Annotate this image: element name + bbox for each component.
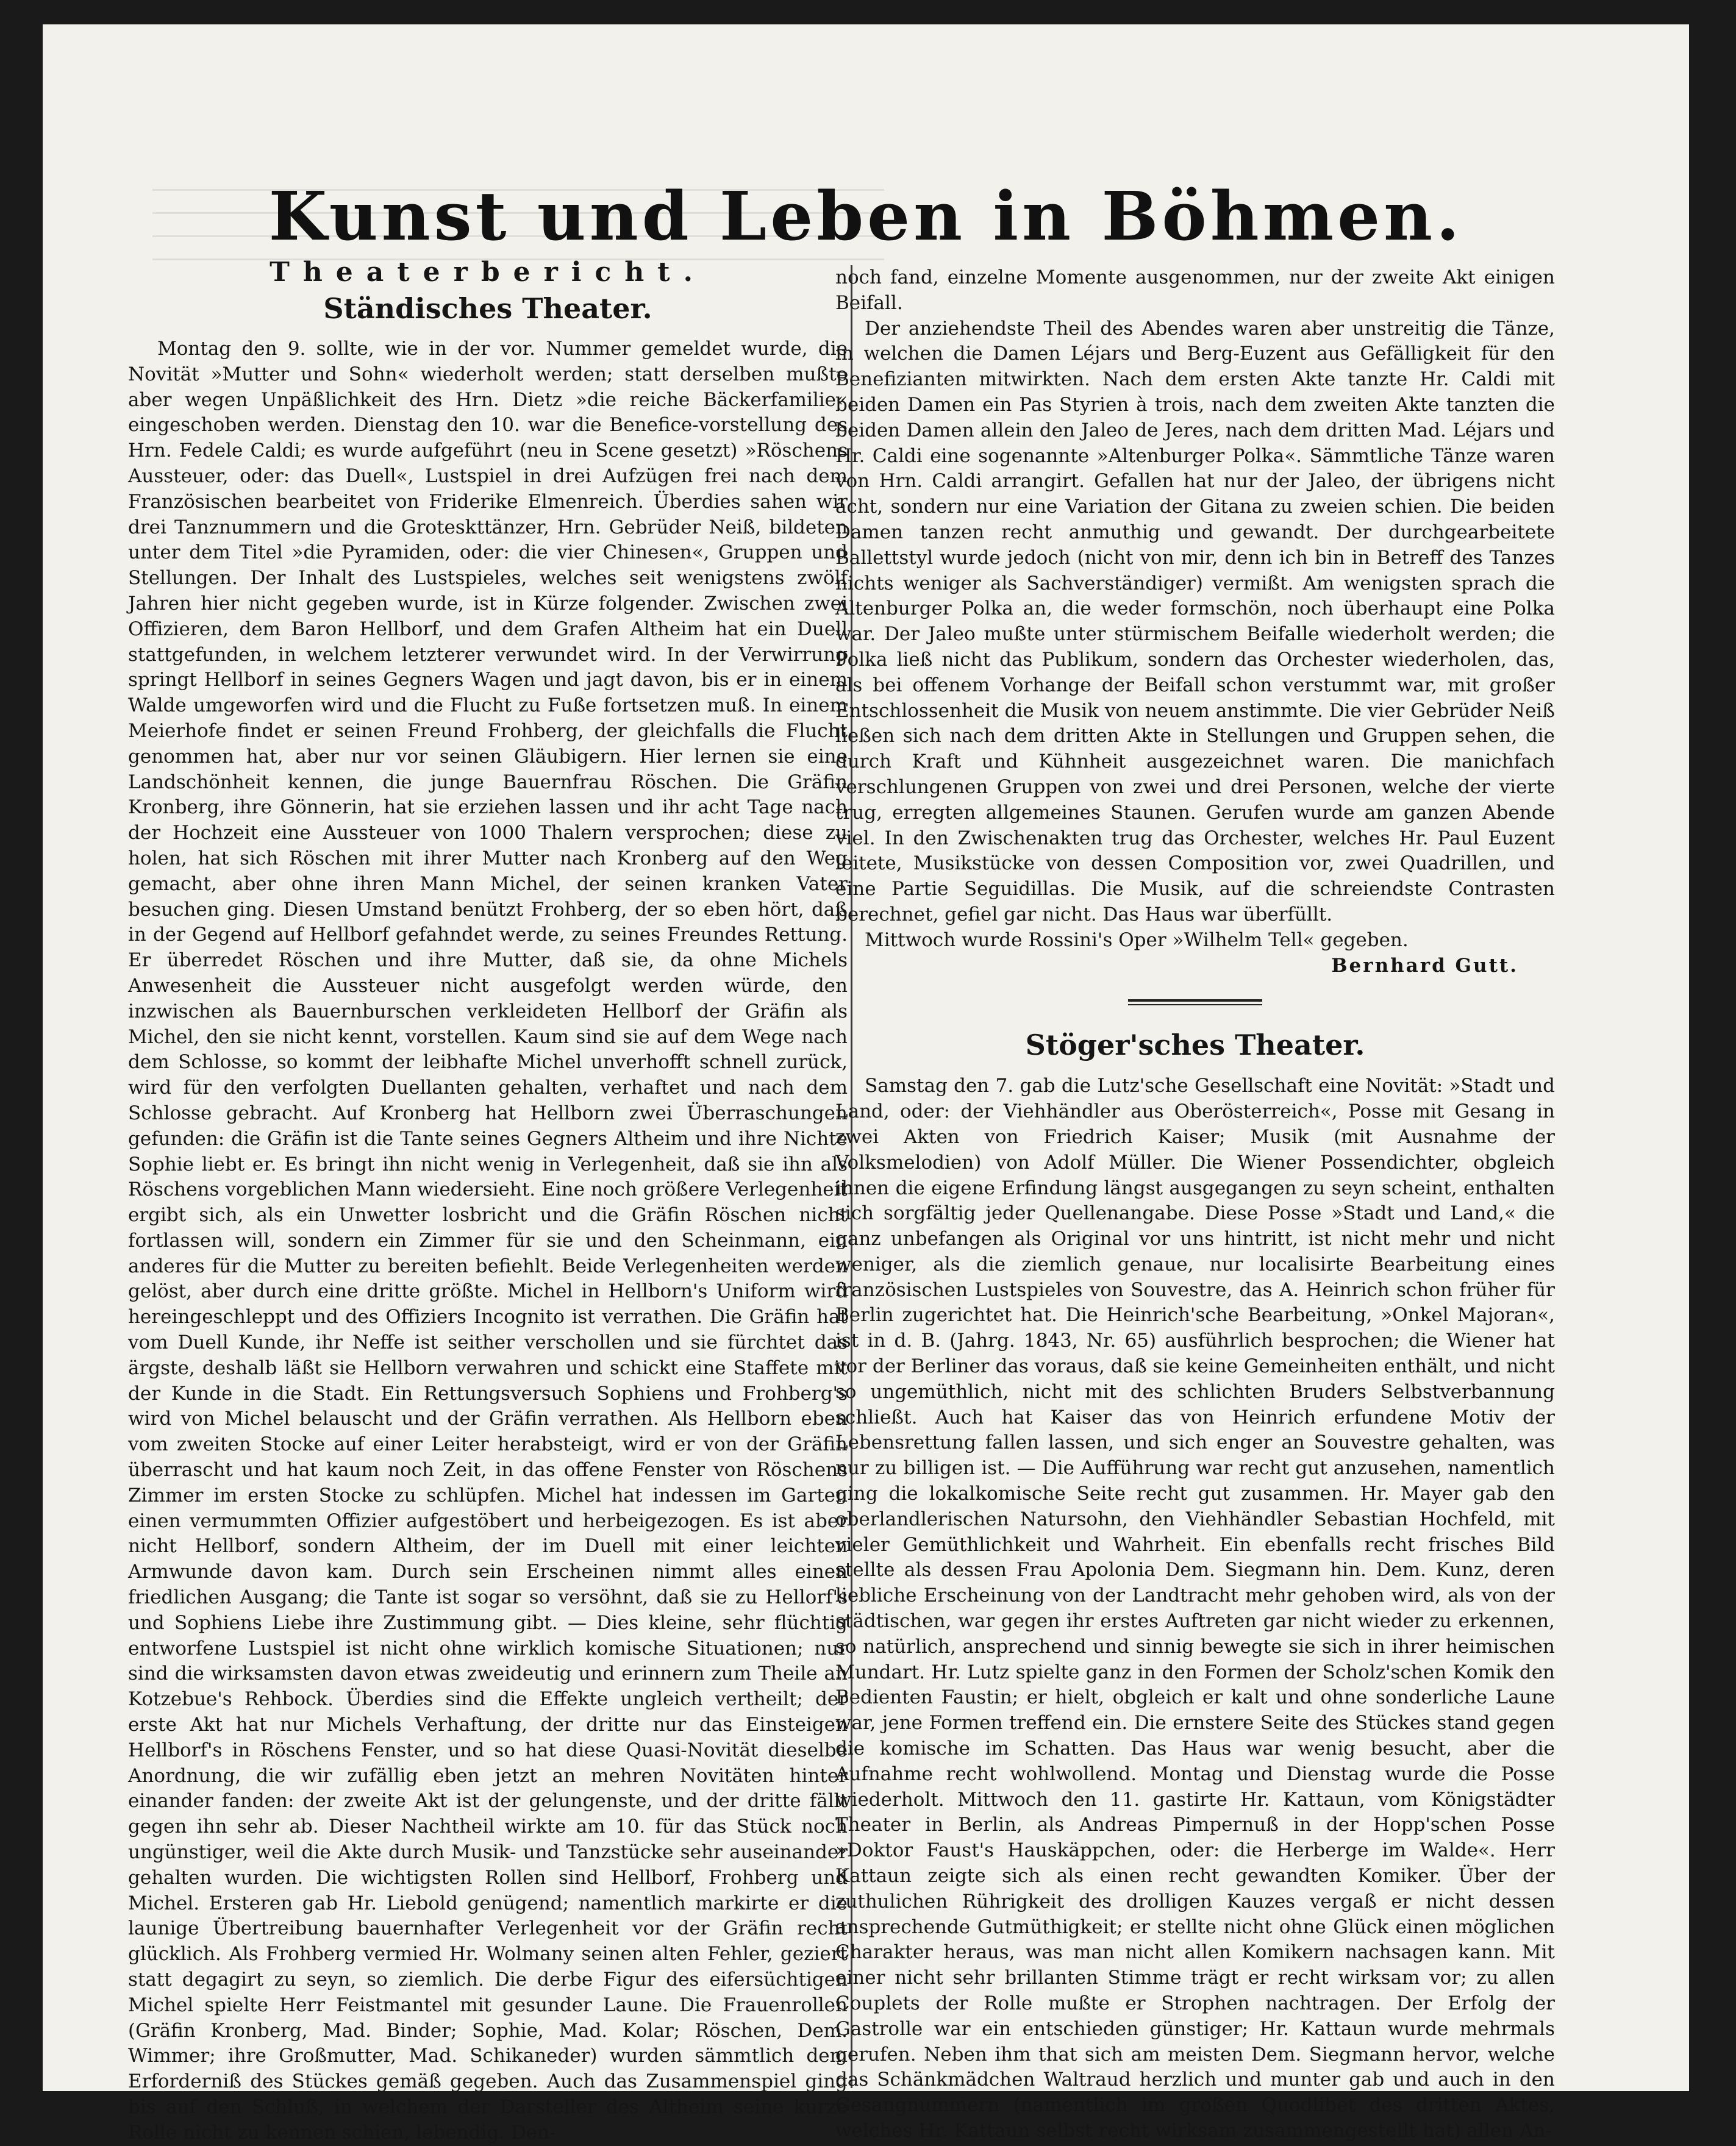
right-paragraph: Samstag den 7. gab die Lutz'sche Gesellschaft eine Novität: »Stadt und Land, oder: der Viehhändler aus Oberösterreich«, Posse mit Gesang in zwei Akten von Friedrich Kaiser; Musik (mit Ausnahme der Volksmelodien) von Adolf Müller. Die Wiener Possendichter, obgleich ihnen die eigene Erfindung längst ausgegangen zu seyn scheint, enthalten sich sorgfältig jeder Quellenangabe. Diese Posse »Stadt und Land,« die ganz unbefangen als Original vor uns hintritt, ist nicht mehr und nicht weniger, als die ziemlich genaue, nur localisirte Bearbeitung eines französischen Lustspieles von Souvestre, das A. Heinrich schon früher für Berlin zugerichtet hat. Die Heinrich'sche Bearbeitung, »Onkel Majoran«, ist in d. B. (Jahrg. 1843, Nr. 65) ausführlich besprochen; die Wiener hat vor der Berliner das voraus, daß sie keine Gemeinheiten enthält, und nicht so ungemüthlich, nicht mit des schlichten Bruders Selbstverbannung schließt. Auch hat Kaiser das von Heinrich erfundene Motiv der Lebensrettung fallen lassen, und sich enger an Souvestre gehalten, was nur zu billigen ist. — Die Aufführung war recht gut anzusehen, namentlich ging die lokalkomische Seite recht gut zusammen. Hr. Mayer gab den oberlandlerischen Natursohn, den Viehhändler Sebastian Hochfeld, mit vieler Gemüthlichkeit und Wahrheit. Ein ebenfalls recht frisches Bild stellte als dessen Frau Apolonia Dem. Siegmann hin. Dem. Kunz, deren liebliche Erscheinung von der Landtracht mehr gehoben wird, als von der städtischen, war gegen ihr erstes Auftreten gar nicht wieder zu erkennen, so natürlich, ansprechend und sinnig bewegte sie sich in ihrer heimischen Mundart. Hr. Lutz spielte ganz in den Formen der Scholz'schen Komik den Bedienten Faustin; er hielt, obgleich er kalt und ohne sonderliche Laune war, jene Formen treffend ein. Die ernstere Seite des Stückes stand gegen die komische im Schatten. Das Haus war wenig besucht, aber die Aufnahme recht wohlwollend. Montag und Dienstag wurde die Posse wiederholt. Mittwoch den 11. gastirte Hr. Kattaun, vom Königstädter Theater in Berlin, als Andreas Pimpernuß in der Hopp'schen Posse »Doktor Faust's Hauskäppchen, oder: die Herberge im Walde«. Herr Kattaun zeigte sich als einen recht gewandten Komiker. Über der zuthulichen Rührigkeit des drolligen Kauzes vergaß er nicht dessen ansprechende Gutmüthigkeit; er stellte nicht ohne Glück einen möglichen Charakter heraus, was man nicht allen Komikern nachsagen kann. Mit einer nicht sehr brillanten Stimme trägt er recht wirksam vor; zu allen Couplets der Rolle mußte er Strophen nachtragen. Der Erfolg der Gastrolle war ein entschieden günstiger; Hr. Kattaun wurde mehrmals gerufen. Neben ihm that sich am meisten Dem. Siegmann hervor, welche das Schänkmädchen Waltraud herzlich und munter gab und auch in den Gesangnummern (namentlich im großen Quodlibet des dritten Aktes, welches Hr. Kattaun selbst recht wirksam zusammengestellt hat) allen An- (835, 1075, 1555, 2142)
left-paragraph: Montag den 9. sollte, wie in der vor. Nummer gemeldet wurde, die Novität »Mutter und Sohn« wiederholt werden; statt derselben mußte aber wegen Unpäßlichkeit des Hrn. Dietz »die reiche Bäckerfamilie« eingeschoben werden. Dienstag den 10. war die Benefice-vorstellung des Hrn. Fedele Caldi; es wurde aufgeführt (neu in Scene gesetzt) »Röschens Aussteuer, oder: das Duell«, Lustspiel in drei Aufzügen frei nach dem Französischen bearbeitet von Friderike Elmenreich. Überdies sahen wir drei Tanznummern und die Groteskttänzer, Hrn. Gebrüder Neiß, bildeten unter dem Titel »die Pyramiden, oder: die vier Chinesen«, Gruppen und Stellungen. Der Inhalt des Lustspieles, welches seit wenigstens zwölf Jahren hier nicht gegeben wurde, ist in Kürze folgender. Zwischen zwei Offizieren, dem Baron Hellborf, und dem Grafen Altheim hat ein Duell stattgefunden, in welchem letzterer verwundet wird. In der Verwirrung springt Hellborf in seines Gegners Wagen und jagt davon, bis er in einem Walde umgeworfen wird und die Flucht zu Fuße fortsetzen muß. In einem Meierhofe findet er seinen Freund Frohberg, der gleichfalls die Flucht genommen hat, aber nur vor seinen Gläubigern. Hier lernen sie eine Landschönheit kennen, die junge Bauernfrau Röschen. Die Gräfin Kronberg, ihre Gönnerin, hat sie erziehen lassen und ihr acht Tage nach der Hochzeit eine Aussteuer von 1000 Thalern versprochen; diese zu holen, hat sich Röschen mit ihrer Mutter nach Kronberg auf den Weg gemacht, aber ohne ihren Mann Michel, der seinen kranken Vater besuchen ging. Diesen Umstand benützt Frohberg, der so eben hört, daß in der Gegend auf Hellborf gefahndet werde, zu seines Freundes Rettung. Er überredet Röschen und ihre Mutter, daß sie, da ohne Michels Anwesenheit die Aussteuer nicht ausgefolgt werden würde, den inzwischen als Bauernburschen verkleideten Hellborf der Gräfin als Michel, den sie nicht kennt, vorstellen. Kaum sind sie auf dem Wege nach dem Schlosse, so kommt der leibhafte Michel unverhofft schnell zurück, wird für den verfolgten Duellanten gehalten, verhaftet und nach dem Schlosse gebracht. Auf Kronberg hat Hellborn zwei Überraschungen gefunden: die Gräfin ist die Tante seines Gegners Altheim und ihre Nichte Sophie liebt er. Es bringt ihn nicht wenig in Verlegenheit, daß sie ihn als Röschens vorgeblichen Mann wiedersieht. Eine noch größere Verlegenheit ergibt sich, als ein Unwetter losbricht und die Gräfin Röschen nicht fortlassen will, sondern ein Zimmer für sie und den Scheinmann, ein anderes für die Mutter zu bereiten befiehlt. Beide Verlegenheiten werden gelöst, aber durch eine dritte größte. Michel in Hellborn's Uniform wird hereingeschleppt und des Offiziers Incognito ist verrathen. Die Gräfin hat vom Duell Kunde, ihr Neffe ist seither verschollen und sie fürchtet das ärgste, deshalb läßt sie Hellborn verwahren und schickt eine Staffete mit der Kunde in die Stadt. Ein Rettungsversuch Sophiens und Frohberg's wird von Michel belauscht und der Gräfin verrathen. Als Hellborn eben vom zweiten Stocke auf einer Leiter herabsteigt, wird er von der Gräfin überrascht und hat kaum noch Zeit, in das offene Fenster von Röschens Zimmer im ersten Stocke zu schlüpfen. Michel hat indessen im Garten einen vermummten Offizier aufgestöbert und herbeigezogen. Es ist aber nicht Hellborf, sondern Altheim, der im Duell mit einer leichten Armwunde davon kam. Durch sein Erscheinen nimmt alles einen friedlichen Ausgang; die Tante ist sogar so versöhnt, daß sie zu Hellorf's und Sophiens Liebe ihre Zustimmung gibt. — Dies kleine, sehr flüchtig entworfene Lustspiel ist nicht ohne wirklich komische Situationen; nur sind die wirksamsten davon etwas zweideutig und erinnern zum Theile an Kotzebue's Rehbock. Überdies sind die Effekte ungleich vertheilt; der erste Akt hat nur Michels Verhaftung, der dritte nur das Einsteigen Hellborf's in Röschens Fenster, und so hat diese Quasi-Novität dieselbe Anordnung, die wir zufällig eben jetzt an mehren Novitäten hinter einander fanden: der zweite Akt ist der gelungenste, und der dritte fällt gegen ihn sehr ab. Dieser Nachtheil wirkte am 10. für das Stück noch ungünstiger, weil die Akte durch Musik- und Tanzstücke sehr auseinander gehalten wurden. Die wichtigsten Rollen sind Hellborf, Frohberg und Michel. Ersteren gab Hr. Liebold genügend; namentlich markirte er die launige Übertreibung bauernhafter Verlegenheit vor der Gräfin recht glücklich. Als Frohberg vermied Hr. Wolmany seinen alten Fehler, geziert statt degagirt zu seyn, so ziemlich. Die derbe Figur des eifersüchtigen Michel spielte Herr Feistmantel mit gesunder Laune. Die Frauenrollen (Gräfin Kronberg, Mad. Binder; Sophie, Mad. Kolar; Röschen, Dem. Wimmer; ihre Großmutter, Mad. Schikaneder) wurden sämmtlich dem Erforderniß des Stückes gemäß gegeben. Auch das Zusammenspiel ging bis auf den Schluß, in welchem der Darsteller des Altheim seine kurze Rolle nicht zu kennen schien, lebendig. Den- (128, 338, 848, 2144)
stoeger-theater-heading: Stöger'sches Theater. (1025, 1028, 1365, 1062)
section-divider (1128, 999, 1262, 1005)
left-column (128, 256, 848, 2146)
right-paragraph: Der anziehendste Theil des Abendes waren aber unstreitig die Tänze, in welchen die Damen Léjars und Berg-Euzent aus Gefälligkeit für den Benefizianten mitwirkten. Nach dem ersten Akte tanzte Hr. Caldi mit beiden Damen ein Pas Styrien à trois, nach dem zweiten Akte tanzten die beiden Damen allein den Jaleo de Jeres, nach dem dritten Mad. Léjars und Hr. Caldi eine sogenannte »Altenburger Polka«. Sämmtliche Tänze waren von Hrn. Caldi arrangirt. Gefallen hat nur der Jaleo, der übrigens nicht ächt, sondern nur eine Variation der Gitana zu zweien schien. Die beiden Damen tanzen recht anmuthig und gewandt. Der durchgearbeitete Ballettstyl wurde jedoch (nicht von mir, denn ich bin in Betreff des Tanzes nichts weniger als Sachverständiger) vermißt. Am wenigsten sprach die Altenburger Polka an, die weder formschön, noch überhaupt eine Polka war. Der Jaleo mußte unter stürmischem Beifalle wiederholt werden; die Polka ließ nicht das Publikum, sondern das Orchester wiederholen, das, als bei offenem Vorhange der Beifall schon verstummt war, mit großer Entschlossenheit die Musik von neuem anstimmte. Die vier Gebrüder Neiß ließen sich nach dem dritten Akte in Stellungen und Gruppen sehen, die durch Kraft und Kühnheit ausgezeichnet waren. Die manichfach verschlungenen Gruppen von zwei und drei Personen, welche der vierte trug, erregten allgemeines Staunen. Gerufen wurde am ganzen Abende viel. In den Zwischenakten trug das Orchester, welches Hr. Paul Euzent leitete, Musikstücke von dessen Composition vor, zwei Quadrillen, und eine Partie Seguidillas. Die Musik, auf die schreiendste Contrasten berechnet, gefiel gar nicht. Das Haus war überfüllt. (835, 317, 1555, 925)
right-column (835, 265, 1555, 2144)
right-paragraph: noch fand, einzelne Momente ausgenommen, nur der zweite Akt einigen Beifall. (835, 266, 1555, 314)
right-paragraph: Mittwoch wurde Rossini's Oper »Wilhelm Tell« gegeben. (865, 929, 1409, 951)
author-signature: Bernhard Gutt. (1331, 954, 1518, 977)
newspaper-page (43, 24, 1689, 2144)
page-title: Kunst und Leben in Böhmen. (268, 177, 1463, 255)
staendisches-theater-heading: Ständisches Theater. (323, 292, 652, 325)
theater-report-heading: Theaterbericht. (270, 257, 706, 288)
